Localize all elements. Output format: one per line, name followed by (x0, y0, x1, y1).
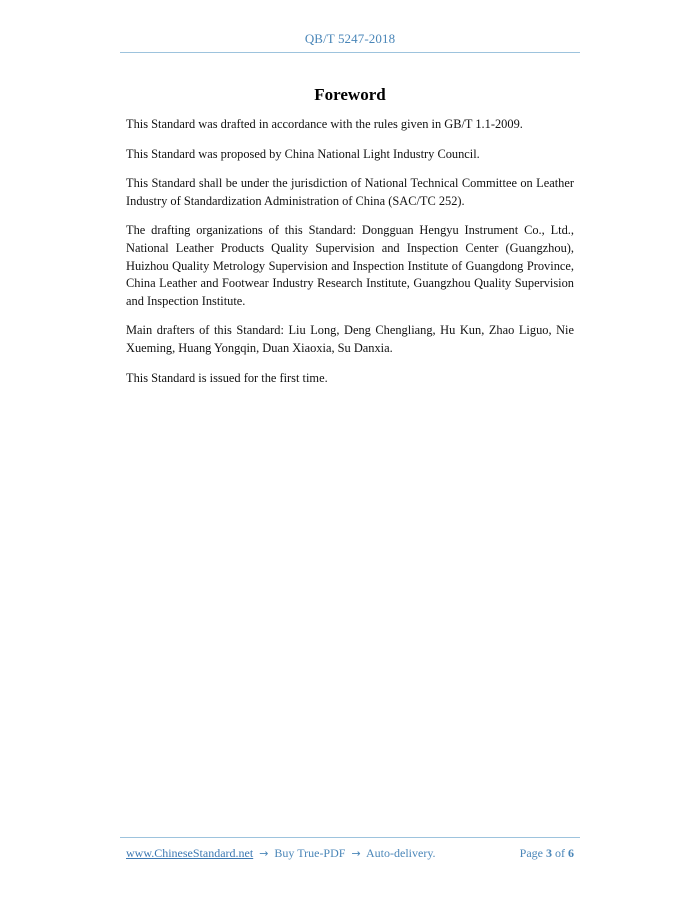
chinese-standard-link[interactable]: www.ChineseStandard.net (126, 846, 254, 860)
auto-delivery-text: Auto-delivery. (366, 846, 436, 860)
paragraph-organizations: The drafting organizations of this Standard: Dongguan Hengyu Instrument Co., Ltd., National Leather Products Quality Supervision and Inspection Center (Guangzhou), Huizhou Quality Metrology Supervision and Inspection Institute of Guangdong Province, China Leather and Footwear Industry Research Institute, Guangzhou Quality Supervision and Inspection Institute. (126, 223, 574, 308)
paragraph-drafters: Main drafters of this Standard: Liu Long, Deng Chengliang, Hu Kun, Zhao Liguo, Nie Xueming, Huang Yongqin, Duan Xiaoxia, Su Danxia. (126, 323, 574, 355)
footer-links (126, 846, 436, 861)
arrow-right-icon: → (259, 847, 269, 860)
paragraph-proposal: This Standard was proposed by China National Light Industry Council. (126, 146, 480, 161)
page-label: Page (519, 846, 543, 860)
buy-true-pdf-text: Buy True-PDF (274, 846, 346, 860)
total-pages-number: 6 (568, 846, 574, 860)
arrow-right-icon: → (351, 847, 361, 860)
paragraph-jurisdiction: This Standard shall be under the jurisdiction of National Technical Committee on Leather Industry of Standardization Administration of China (SAC/TC 252). (126, 176, 574, 208)
page-indicator (520, 846, 574, 861)
paragraph-first-issue: This Standard is issued for the first time. (126, 370, 328, 385)
header-divider (120, 52, 580, 53)
foreword-body (126, 116, 574, 399)
footer-divider (120, 837, 580, 838)
paragraph-drafting-rules: This Standard was drafted in accordance with the rules given in GB/T 1.1-2009. (126, 117, 523, 131)
page-title: Foreword (314, 85, 386, 105)
standard-code: QB/T 5247-2018 (304, 31, 396, 46)
current-page-number: 3 (546, 846, 552, 860)
page-of-label: of (555, 846, 565, 860)
